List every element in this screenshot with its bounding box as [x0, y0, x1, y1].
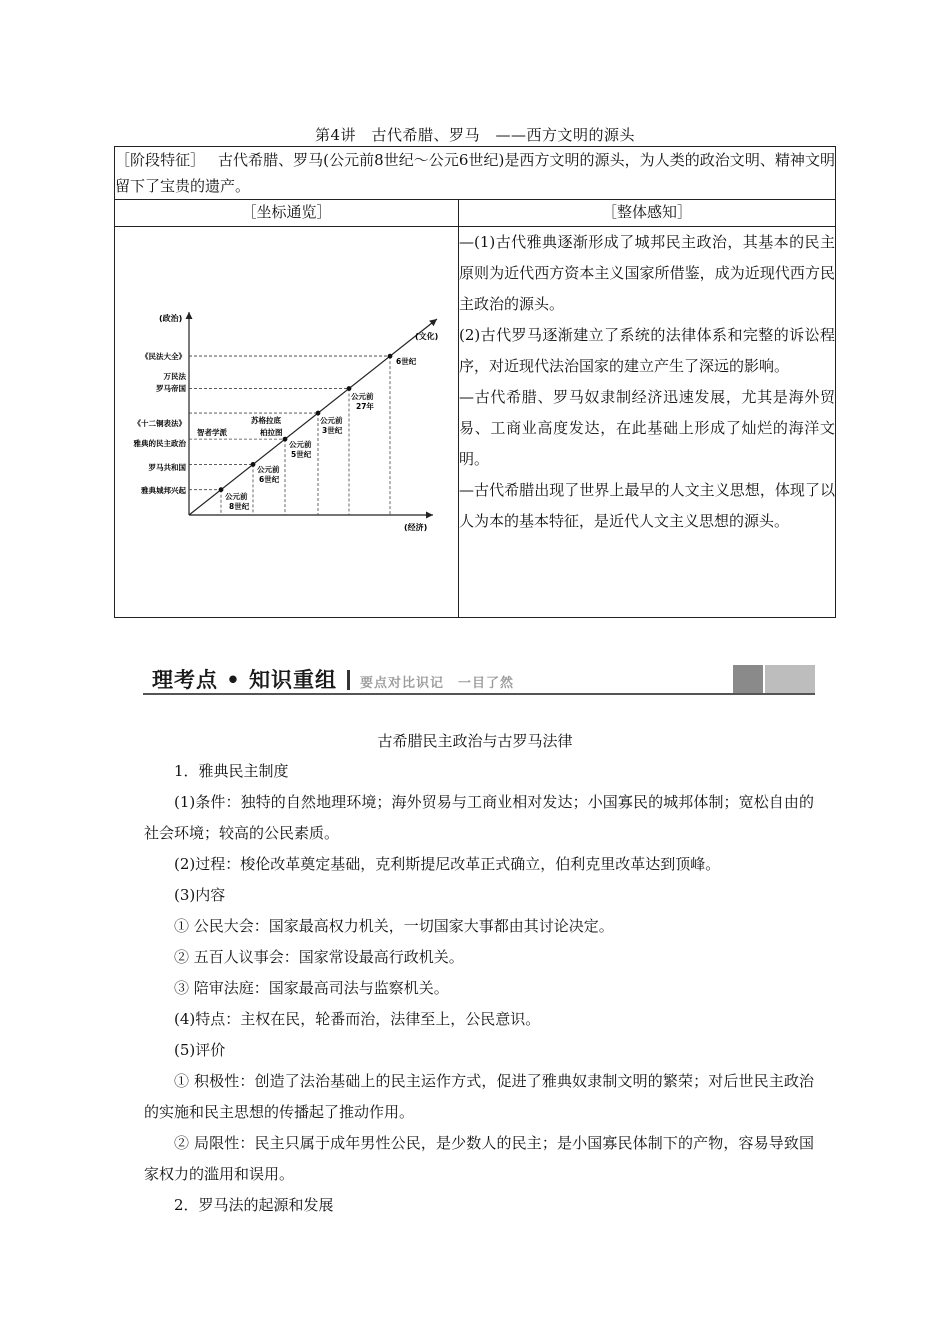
- coordinate-diagram: [115, 227, 458, 617]
- point-label-1: [224, 491, 250, 511]
- label-athenian-democracy: 雅典的民主政治: [133, 439, 186, 448]
- svg-text:公元前: 公元前: [225, 492, 248, 501]
- timeline-point-5: [347, 386, 352, 391]
- banner-underline: [143, 693, 815, 695]
- label-sophists: 智者学派: [197, 428, 227, 437]
- label-roman-republic: 罗马共和国: [148, 463, 186, 472]
- perception-item-1: —(1)古代雅典逐渐形成了城邦民主政治，其基本的民主原则为近代西方资本主义国家所借鉴，成为近现代西方民主政治的源头。: [459, 233, 835, 313]
- item-features: (4)特点：主权在民，轮番而治，法律至上，公民意识。: [174, 1010, 541, 1028]
- content-body: [144, 756, 814, 1221]
- heading-roman-law: 2．罗马法的起源和发展: [174, 1196, 334, 1214]
- item-positive: ① 积极性：创造了法治基础上的民主运作方式，促进了雅典奴隶制文明的繁荣；对后世民主政治的实施和民主思想的传播起了推动作用。: [144, 1072, 814, 1121]
- item-conditions: (1)条件：独特的自然地理环境；海外贸易与工商业相对发达；小国寡民的城邦体制；宽松自由的社会环境；较高的公民素质。: [144, 793, 814, 842]
- overall-perception-header: ［整体感知］: [459, 200, 836, 227]
- label-twelve-tables: 《十二铜表法》: [133, 419, 186, 428]
- point-label-4: [319, 415, 343, 435]
- banner-dark-block: [733, 665, 763, 693]
- overview-table: [114, 146, 836, 618]
- point-label-2: [256, 464, 280, 484]
- stage-text: 古代希腊、罗马(公元前8世纪～公元6世纪)是西方文明的源头，为人类的政治文明、精神文明留下了宝贵的遗产。: [115, 151, 835, 195]
- lesson-title: 第4讲 古代希腊、罗马 ——西方文明的源头: [314, 126, 636, 144]
- svg-text:27年: 27年: [356, 402, 374, 411]
- svg-text:公元前: 公元前: [289, 440, 312, 449]
- timeline-point-1: [219, 487, 224, 492]
- x-axis-label: (经济): [404, 523, 428, 532]
- label-plato: 柏拉图: [260, 428, 283, 437]
- label-athens-rise: 雅典城邦兴起: [141, 486, 186, 495]
- banner-title: 理考点 • 知识重组: [152, 668, 338, 692]
- svg-text:6世纪: 6世纪: [396, 357, 417, 366]
- item-jury-court: ③ 陪审法庭：国家最高司法与监察机关。: [174, 979, 449, 997]
- perception-item-4: —古代希腊出现了世界上最早的人文主义思想，体现了以人为本的基本特征，是近代人文主义思想的源头。: [459, 481, 835, 530]
- item-citizen-assembly: ① 公民大会：国家最高权力机关，一切国家大事都由其讨论决定。: [174, 917, 614, 935]
- svg-text:公元前: 公元前: [320, 416, 343, 425]
- timeline-point-6: [388, 354, 393, 359]
- label-socrates: 苏格拉底: [251, 416, 281, 425]
- point-label-3: [288, 439, 312, 459]
- timeline-point-3: [283, 437, 288, 442]
- svg-text:6世纪: 6世纪: [259, 475, 280, 484]
- svg-text:3世纪: 3世纪: [322, 426, 343, 435]
- point-label-5: [350, 391, 374, 411]
- timeline-diagonal: [189, 319, 437, 515]
- diagonal-label: (文化): [415, 332, 439, 341]
- svg-text:公元前: 公元前: [351, 392, 374, 401]
- item-contents: (3)内容: [174, 886, 226, 904]
- coordinate-overview-header: ［坐标通览］: [115, 200, 459, 227]
- item-limitations: ② 局限性：民主只属于成年男性公民，是少数人的民主；是小国寡民体制下的产物，容易导致国家权力的滥用和误用。: [144, 1134, 814, 1183]
- perception-cell: [459, 227, 836, 618]
- point-label-6: [396, 356, 417, 366]
- stage-label: ［阶段特征］: [115, 151, 206, 169]
- y-axis-label: (政治): [159, 314, 183, 323]
- label-civil-law-corpus: 《民法大全》: [141, 352, 186, 361]
- item-process: (2)过程：梭伦改革奠定基础，克利斯提尼改革正式确立，伯利克里改革达到顶峰。: [174, 855, 721, 873]
- timeline-point-4: [316, 411, 321, 416]
- item-council-500: ② 五百人议事会：国家常设最高行政机关。: [174, 948, 464, 966]
- timeline-point-2: [251, 462, 256, 467]
- svg-text:公元前: 公元前: [257, 465, 280, 474]
- heading-athenian-democracy: 1．雅典民主制度: [174, 762, 289, 780]
- svg-text:8世纪: 8世纪: [229, 502, 250, 511]
- coordinate-diagram-cell: [115, 227, 459, 618]
- label-roman-empire: 罗马帝国: [156, 384, 186, 393]
- label-law-of-nations: 万民法: [163, 372, 186, 381]
- banner-light-block: [765, 665, 815, 693]
- svg-text:5世纪: 5世纪: [291, 450, 312, 459]
- perception-item-2: (2)古代罗马逐渐建立了系统的法律体系和完整的诉讼程序，对近现代法治国家的建立产生了深远的影响。: [459, 326, 835, 375]
- section-title: 古希腊民主政治与古罗马法律: [377, 732, 573, 750]
- item-evaluation: (5)评价: [174, 1041, 226, 1059]
- stage-feature-cell: [115, 147, 836, 200]
- banner-subtitle: 要点对比识记 一目了然: [360, 676, 515, 691]
- banner-divider: [347, 670, 350, 690]
- perception-item-3: —古代希腊、罗马奴隶制经济迅速发展，尤其是海外贸易、工商业高度发达，在此基础上形成了灿烂的海洋文明。: [459, 388, 835, 468]
